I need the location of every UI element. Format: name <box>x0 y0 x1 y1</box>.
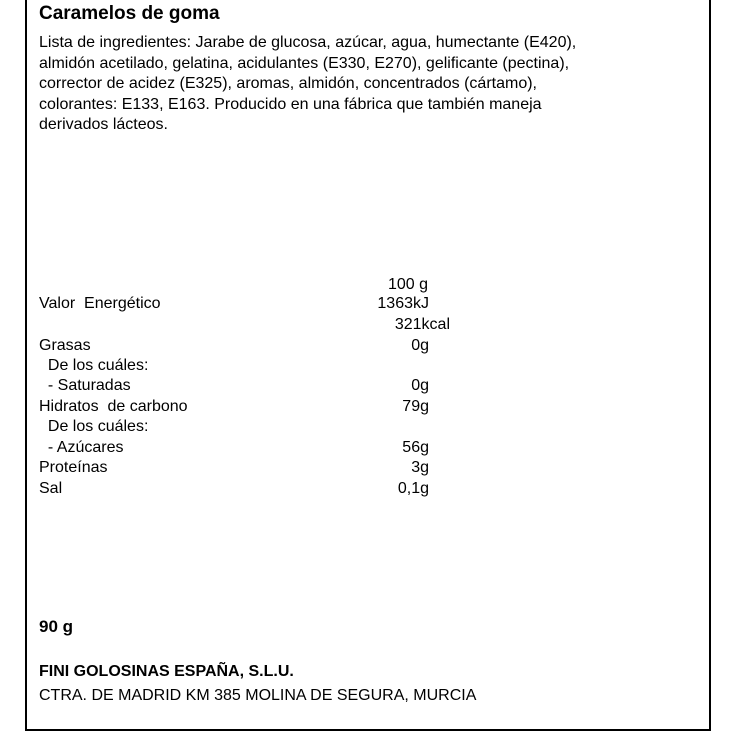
nutrition-value-kj: 1363kJ <box>377 295 429 312</box>
nutrition-label: De los cuáles: <box>39 357 149 374</box>
ingredients-line: corrector de acidez (E325), aromas, almidón, concentrados (cártamo), <box>39 75 537 92</box>
product-title: Caramelos de goma <box>39 3 220 24</box>
nutrition-label: Hidratos de carbono <box>39 398 188 415</box>
nutrition-label: De los cuáles: <box>39 418 149 435</box>
nutrition-value-saturated: 0g <box>411 377 429 394</box>
nutrition-value-salt: 0,1g <box>397 480 429 497</box>
nutrition-label: Valor Energético <box>39 295 161 312</box>
nutrition-value-sugars: 56g <box>402 439 429 456</box>
ingredients-list <box>39 33 679 136</box>
nutrition-label: Sal <box>39 480 63 497</box>
nutrition-value-fat: 0g <box>411 337 429 354</box>
nutrition-label: Proteínas <box>39 459 108 476</box>
nutrition-per-label: 100 g <box>388 276 429 293</box>
manufacturer-address: CTRA. DE MADRID KM 385 MOLINA DE SEGURA, MURCIA <box>39 687 477 704</box>
ingredients-line: colorantes: E133, E163. Producido en una fábrica que también maneja <box>39 95 542 113</box>
nutrition-label: - Saturadas <box>39 377 131 394</box>
ingredients-line: derivados lácteos. <box>39 116 168 133</box>
net-weight: 90 g <box>39 617 74 636</box>
nutrition-value-protein: 3g <box>411 459 429 476</box>
nutrition-value-kcal: 321kcal <box>394 316 450 333</box>
nutrition-label: Grasas <box>39 337 91 354</box>
nutrition-label: - Azúcares <box>39 439 124 456</box>
manufacturer-name: FINI GOLOSINAS ESPAÑA, S.L.U. <box>39 663 294 680</box>
nutrition-value-carbs: 79g <box>402 398 429 415</box>
ingredients-line: almidón acetilado, gelatina, acidulantes (E330, E270), gelificante (pectina), <box>39 54 570 72</box>
ingredients-line: Lista de ingredientes: Jarabe de glucosa, azúcar, agua, humectante (E420), <box>39 34 577 51</box>
